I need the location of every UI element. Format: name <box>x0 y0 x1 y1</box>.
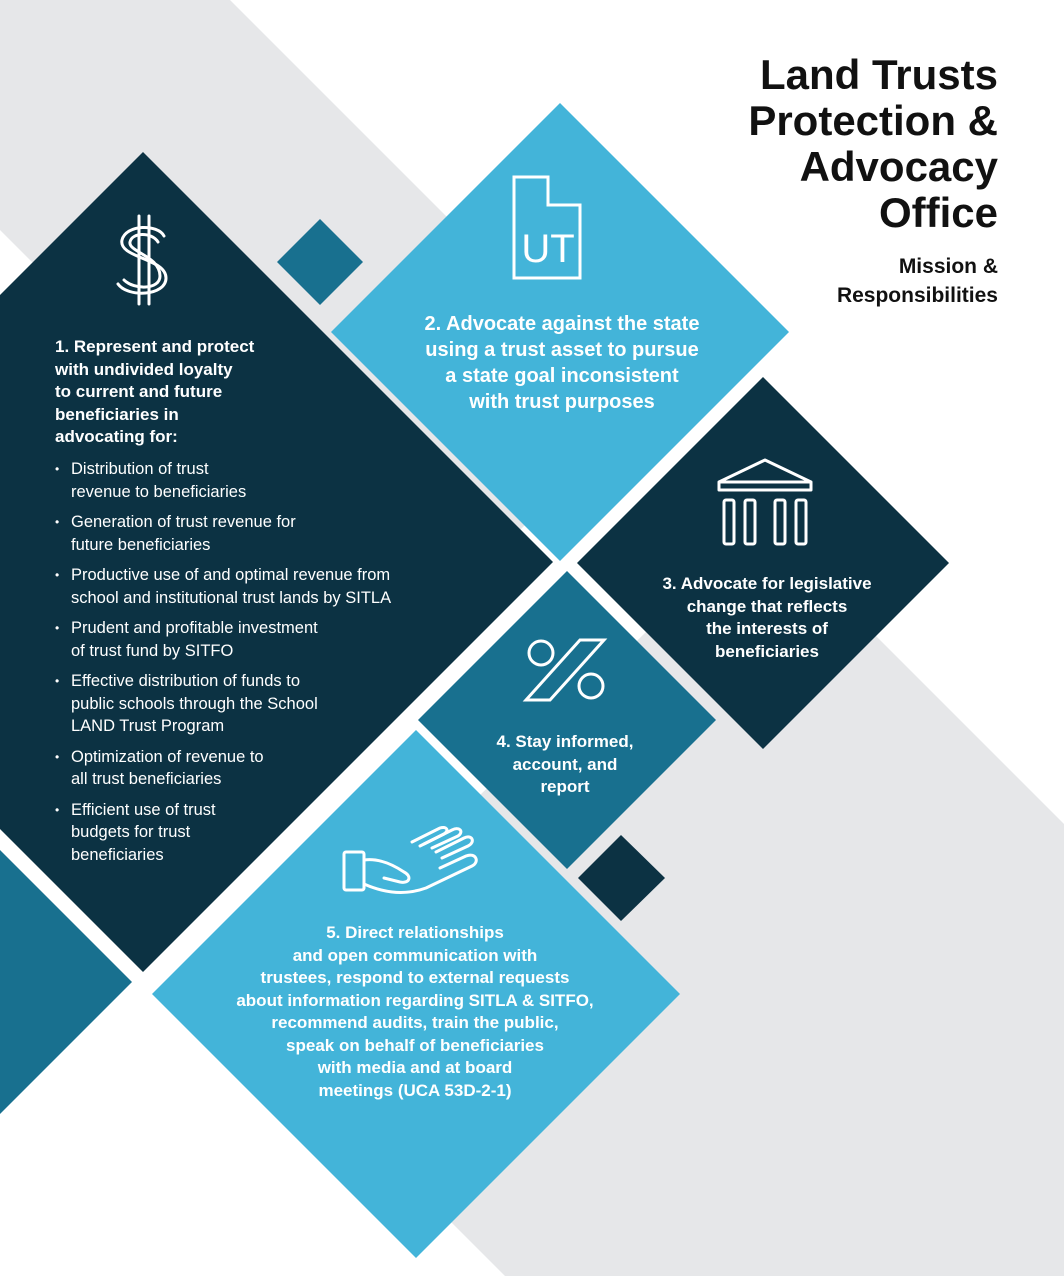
bullet-line: future beneficiaries <box>71 535 211 554</box>
heading-line: 1. Represent and protect <box>55 337 255 356</box>
heading-line: speak on behalf of beneficiaries <box>286 1035 544 1055</box>
bullet-line: • Prudent and profitable investment <box>71 619 318 637</box>
bullet-item <box>55 670 475 738</box>
item-3-heading <box>632 573 902 663</box>
bullet-line: public schools through the School <box>71 694 318 713</box>
heading-line: with media and at board <box>317 1058 513 1077</box>
page-subtitle <box>738 252 998 310</box>
subtitle-line: Responsibilities <box>836 284 998 307</box>
heading-line: using a trust asset to pursue <box>425 339 699 361</box>
bullet-line: • Effective distribution of funds to <box>71 672 300 690</box>
bullet-line: revenue to beneficiaries <box>71 482 247 501</box>
bullet-line: beneficiaries <box>71 845 164 864</box>
subtitle-line: Mission & <box>898 255 998 278</box>
title-line: Land Trusts <box>759 51 998 98</box>
heading-line: with trust purposes <box>469 391 655 413</box>
heading-line: report <box>540 777 590 796</box>
bullet-line: • Generation of trust revenue for <box>71 513 296 531</box>
heading-line: to current and future <box>55 382 223 401</box>
bullet-line: all trust beneficiaries <box>71 770 222 788</box>
title-line: Office <box>878 189 998 236</box>
heading-line: a state goal inconsistent <box>445 365 679 387</box>
bullet-line: • Productive use of and optimal revenue from <box>71 566 391 584</box>
heading-line: and open communication with <box>292 945 538 965</box>
page-title <box>638 52 998 236</box>
item-2-heading <box>392 311 732 415</box>
utah-icon-text: UT <box>521 227 575 271</box>
heading-line: meetings (UCA 53D-2-1) <box>318 1080 512 1100</box>
heading-line: beneficiaries <box>715 641 819 661</box>
heading-line: about information regarding SITLA & SITFO, <box>236 990 594 1010</box>
title-line: Advocacy <box>799 143 998 190</box>
bullet-item <box>55 458 475 503</box>
bullet-line: LAND Trust Program <box>71 717 225 735</box>
heading-line: beneficiaries in <box>55 404 179 424</box>
heading-line: the interests of <box>706 619 828 638</box>
bullet-item <box>55 564 475 609</box>
heading-line: 4. Stay informed, <box>496 732 634 751</box>
item-4-heading <box>470 731 660 799</box>
heading-line: recommend audits, train the public, <box>271 1013 559 1032</box>
heading-line: trustees, respond to external requests <box>260 968 570 987</box>
heading-line: 2. Advocate against the state <box>424 313 700 335</box>
item-5-heading <box>200 922 630 1102</box>
bullet-item <box>55 617 475 662</box>
bullet-line: • Distribution of trust <box>71 460 209 478</box>
heading-line: change that reflects <box>686 596 848 616</box>
bullet-item <box>55 799 475 867</box>
heading-line: 5. Direct relationships <box>326 923 504 942</box>
bullet-line: • Optimization of revenue to <box>71 747 264 766</box>
heading-line: 3. Advocate for legislative <box>662 574 872 593</box>
bullet-line: of trust fund by SITFO <box>71 641 234 660</box>
item-1-heading <box>55 336 355 449</box>
heading-line: advocating for: <box>55 427 178 446</box>
bullet-line: school and institutional trust lands by SITLA <box>71 588 392 607</box>
bullet-item <box>55 511 475 556</box>
bullet-item <box>55 746 475 791</box>
heading-line: with undivided loyalty <box>55 359 233 379</box>
bullet-line: • Efficient use of trust <box>71 800 216 819</box>
heading-line: account, and <box>512 754 618 774</box>
bullet-line: budgets for trust <box>71 823 191 841</box>
item-1-bullet-list <box>55 458 475 874</box>
title-line: Protection & <box>748 97 998 144</box>
